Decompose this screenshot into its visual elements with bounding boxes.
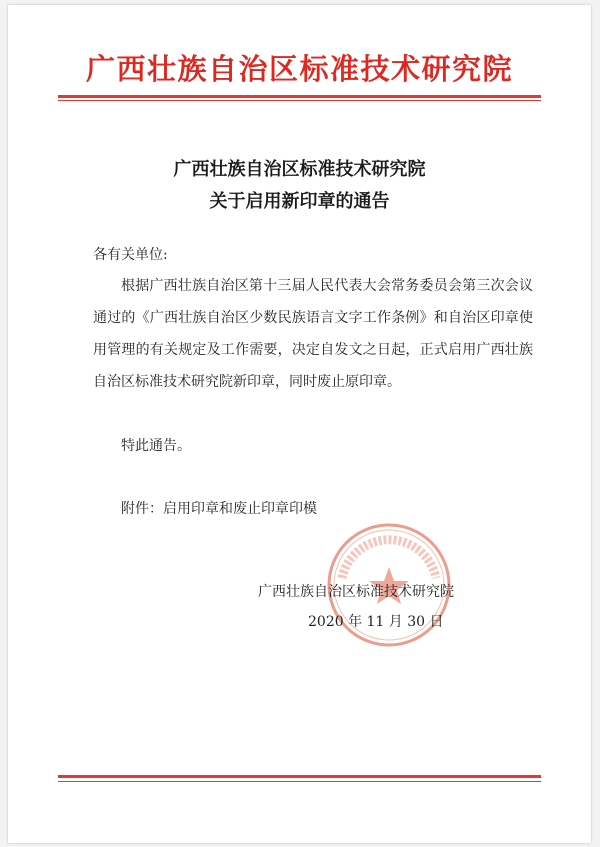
letterhead-rule-thin <box>58 100 541 101</box>
letterhead-title: 广西壮族自治区标准技术研究院 <box>85 52 513 86</box>
document-page <box>8 5 591 843</box>
closing-line: 特此通告。 <box>121 438 191 454</box>
letterhead-rule-thick <box>58 95 541 98</box>
salutation: 各有关单位: <box>93 247 168 263</box>
signature-organization: 广西壮族自治区标准技术研究院 <box>258 584 454 600</box>
body-paragraph: 根据广西壮族自治区第十三届人民代表大会常务委员会第三次会议通过的《广西壮族自治区少数民族语言文字工作条例》和自治区印章使用管理的有关规定及工作需要，决定自发文之日起，正式启用广西壮族自治区标准技术研究院新印章，同时废止原印章。 <box>93 278 533 390</box>
footer-rule-thick <box>58 775 541 778</box>
footer-rule-thin <box>58 781 541 782</box>
attachment-line: 附件：启用印章和废止印章印模 <box>121 501 317 517</box>
signature-date: 2020 年 11 月 30 日 <box>308 614 444 630</box>
notice-title-line-1: 广西壮族自治区标准技术研究院 <box>173 159 426 180</box>
notice-title-line-2: 关于启用新印章的通告 <box>209 191 390 212</box>
